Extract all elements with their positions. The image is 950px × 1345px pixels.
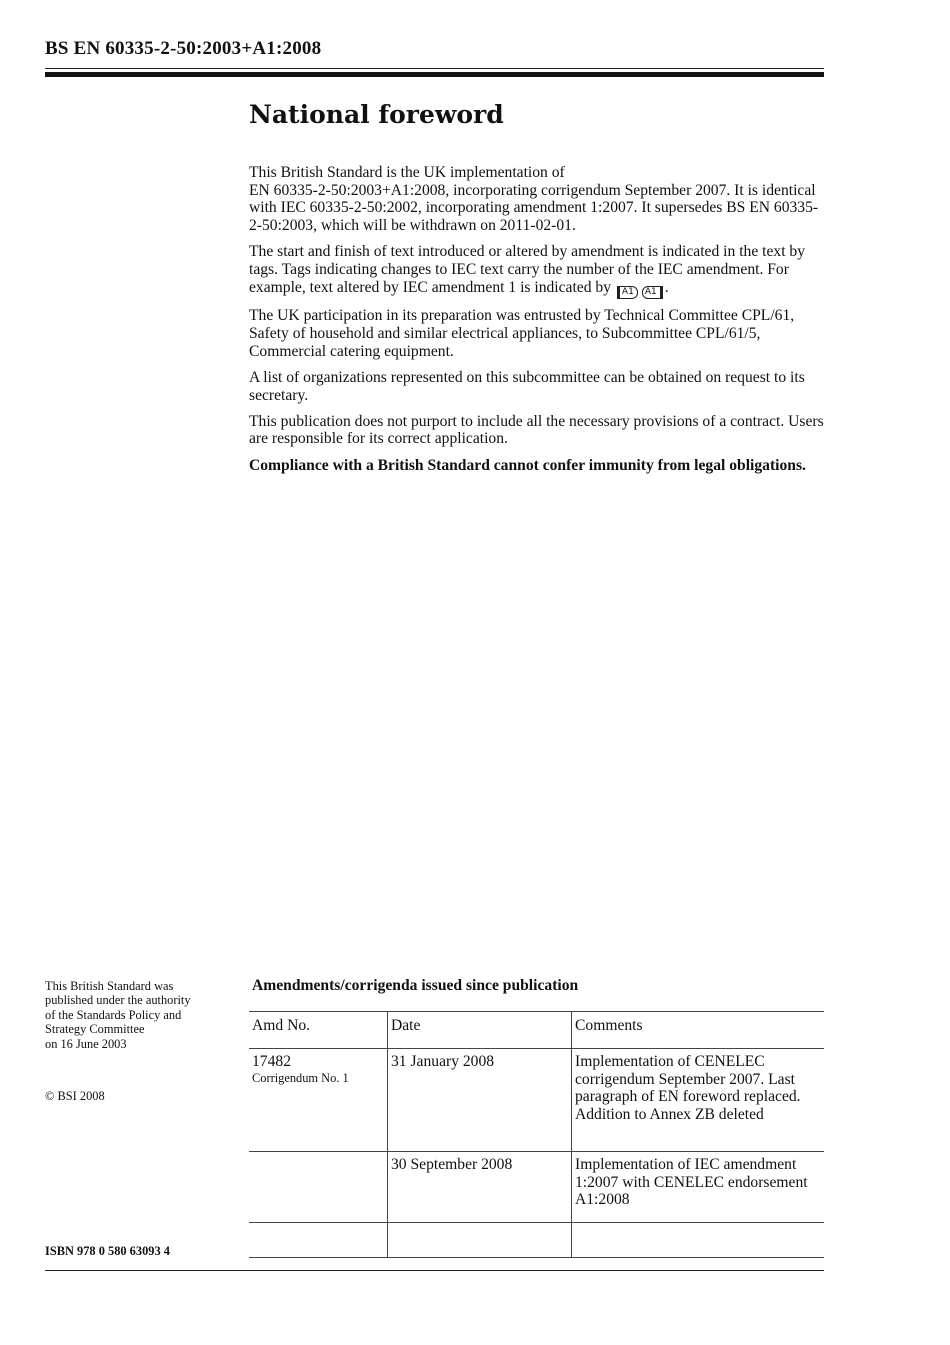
amd-no-cell [249, 1049, 388, 1152]
comments-cell [572, 1223, 825, 1258]
header-rule-thick [45, 72, 824, 77]
table-row-empty [249, 1223, 824, 1258]
amendment-tag-open-icon: A1 [617, 286, 638, 299]
paragraph-implementation-line1: This British Standard is the UK implementation of [249, 164, 565, 181]
amd-number: 17482 [252, 1053, 291, 1070]
paragraph-organizations: A list of organizations represented on this subcommittee can be obtained on request to its secretary. [249, 368, 805, 404]
publication-note-line: on 16 June 2003 [45, 1036, 127, 1051]
footer-rule [45, 1270, 824, 1271]
publication-note-line: This British Standard was [45, 979, 174, 993]
header-rule-thin [45, 68, 824, 69]
date-cell [388, 1223, 572, 1258]
column-header-amd-no: Amd No. [249, 1012, 388, 1049]
publication-note-line: Strategy Committee [45, 1022, 145, 1037]
comments-cell: Implementation of CENELEC corrigendum September 2007. Last paragraph of EN foreword replaced. Addition to Annex ZB deleted [572, 1049, 825, 1152]
paragraph-provisions: This publication does not purport to include all the necessary provisions of a contract. Users are responsible for its correct application. [249, 412, 824, 448]
paragraph-compliance: Compliance with a British Standard cannot confer immunity from legal obligations. [249, 456, 806, 474]
comments-cell: Implementation of IEC amendment 1:2007 with CENELEC endorsement A1:2008 [572, 1152, 825, 1223]
foreword-body [249, 164, 824, 483]
paragraph-participation: The UK participation in its preparation was entrusted by Technical Committee CPL/61, Safety of household and similar electrical appliances, to Subcommittee CPL/61/5, Commercial catering equipment. [249, 307, 795, 360]
paragraph-implementation-rest: EN 60335-2-50:2003+A1:2008, incorporating corrigendum September 2007. It is identical with IEC 60335-2-50:2002, incorporating amendment 1:2007. It supersedes BS EN 60335-2-50:2003, which will be withdrawn on 2011-02-01. [249, 181, 819, 235]
table-row [249, 1049, 824, 1152]
publication-note-line: published under the authority [45, 993, 191, 1008]
publication-note-line: of the Standards Policy and [45, 1007, 182, 1022]
date-cell: 30 September 2008 [388, 1152, 572, 1223]
amendment-tag-close-icon: A1 [642, 286, 663, 299]
date-cell: 31 January 2008 [388, 1049, 572, 1152]
amd-note: Corrigendum No. 1 [252, 1070, 349, 1085]
paragraph-tags-text: The start and finish of text introduced or altered by amendment is indicated in the text by tags. Tags indicating changes to IEC text carry the number of the IEC amendment. For example, text altered by IEC amendment 1 is indicated by [249, 243, 806, 296]
amd-no-cell [249, 1223, 388, 1258]
page-title: National foreword [249, 100, 504, 129]
amd-no-cell [249, 1152, 388, 1223]
paragraph-tags [249, 243, 824, 298]
column-header-comments: Comments [572, 1012, 825, 1049]
table-row [249, 1152, 824, 1223]
document-id: BS EN 60335-2-50:2003+A1:2008 [45, 38, 322, 59]
publication-note [45, 979, 230, 1051]
amendments-heading: Amendments/corrigenda issued since publication [252, 977, 579, 994]
copyright: © BSI 2008 [45, 1089, 105, 1103]
paragraph-tags-end: . [664, 278, 669, 296]
paragraph-implementation [249, 164, 824, 235]
isbn: ISBN 978 0 580 63093 4 [45, 1244, 170, 1258]
amendments-table [249, 1011, 824, 1258]
column-header-date: Date [388, 1012, 572, 1049]
table-header-row [249, 1012, 824, 1049]
